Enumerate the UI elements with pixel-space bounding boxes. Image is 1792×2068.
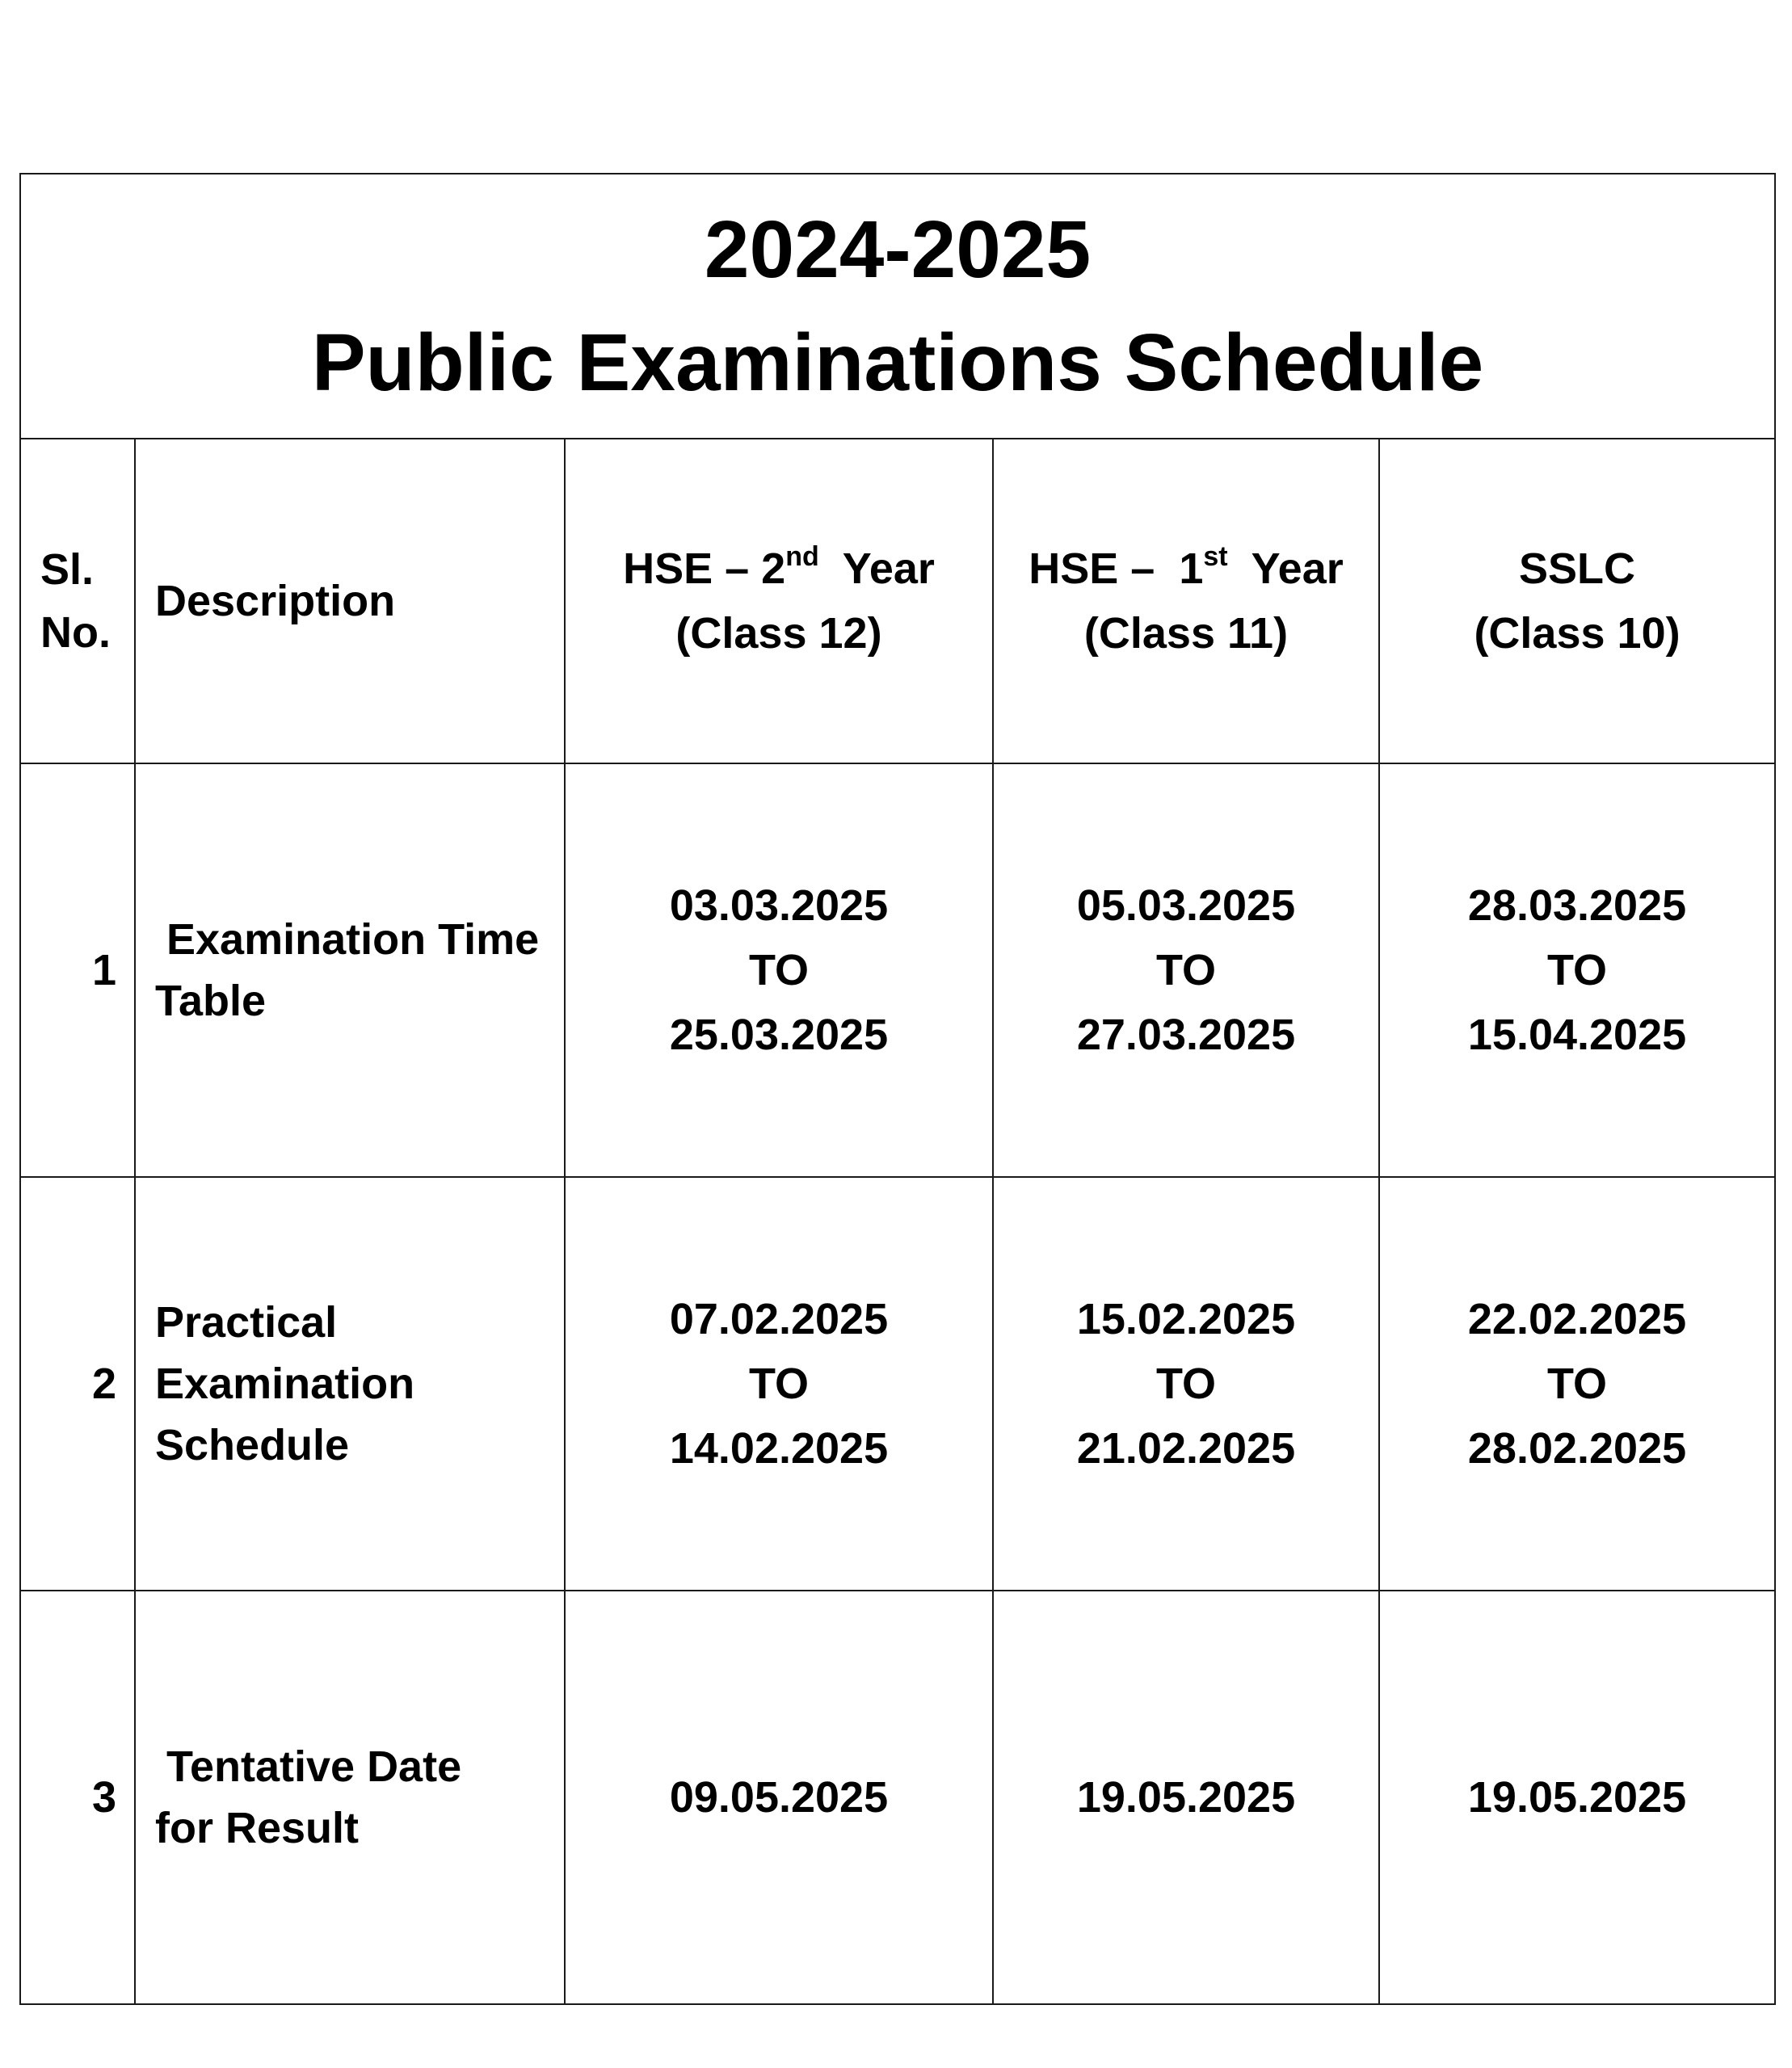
header-description: Description	[135, 439, 565, 763]
row-sl-no: 2	[20, 1177, 135, 1591]
header-sslc: SSLC (Class 10)	[1379, 439, 1775, 763]
sslc-result-date: 19.05.2025	[1379, 1591, 1775, 2004]
table-row	[20, 1177, 1775, 1591]
table-row	[20, 763, 1775, 1177]
row-description: Examination Time Table	[135, 763, 565, 1177]
exam-schedule-table	[19, 173, 1776, 2005]
row-description: Tentative Date for Result	[135, 1591, 565, 2004]
header-hse-1st-year: HSE – 1st Year (Class 11)	[993, 439, 1379, 763]
hse-1st-year-dates: 05.03.2025 TO 27.03.2025	[993, 763, 1379, 1177]
page-title: Public Examinations Schedule	[311, 317, 1484, 408]
sslc-dates: 22.02.2025 TO 28.02.2025	[1379, 1177, 1775, 1591]
sslc-dates: 28.03.2025 TO 15.04.2025	[1379, 763, 1775, 1177]
row-sl-no: 3	[20, 1591, 135, 2004]
header-hse-2nd-year: HSE – 2nd Year (Class 12)	[565, 439, 993, 763]
hse-2nd-year-dates: 07.02.2025 TO 14.02.2025	[565, 1177, 993, 1591]
row-description: Practical Examination Schedule	[135, 1177, 565, 1591]
hse-2nd-year-dates: 03.03.2025 TO 25.03.2025	[565, 763, 993, 1177]
table-row	[20, 1591, 1775, 2004]
row-sl-no: 1	[20, 763, 135, 1177]
header-sl-no: Sl. No.	[20, 439, 135, 763]
hse-1st-year-result-date: 19.05.2025	[993, 1591, 1379, 2004]
academic-year: 2024-2025	[704, 204, 1092, 295]
hse-2nd-year-result-date: 09.05.2025	[565, 1591, 993, 2004]
header-row	[20, 439, 1775, 763]
hse-1st-year-dates: 15.02.2025 TO 21.02.2025	[993, 1177, 1379, 1591]
title-row	[20, 174, 1775, 439]
title-cell	[20, 174, 1775, 439]
